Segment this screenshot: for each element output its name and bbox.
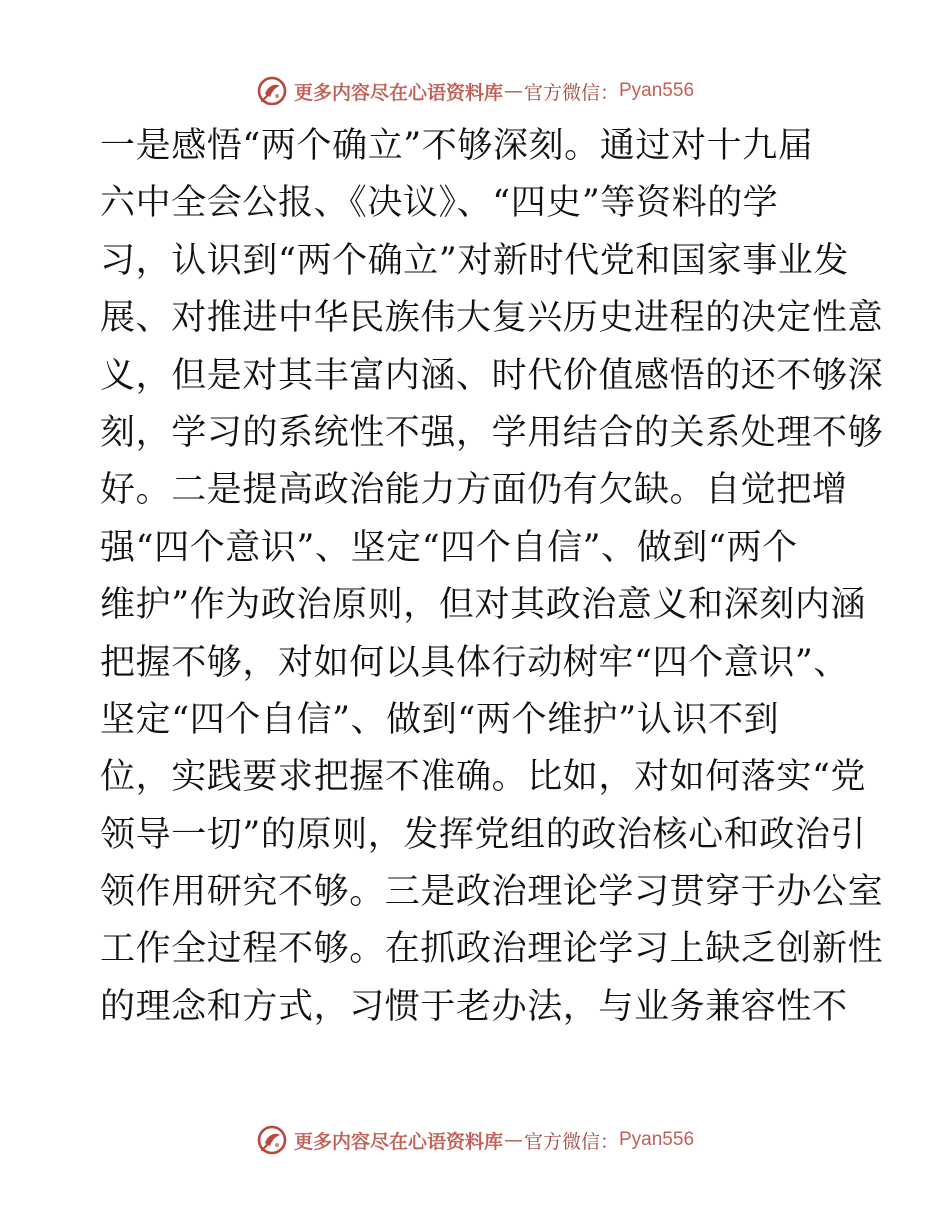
banner-main-text: 更多内容尽在心语资料库 bbox=[293, 1130, 503, 1153]
brand-logo-icon bbox=[256, 1124, 288, 1156]
footer-banner bbox=[0, 1120, 950, 1160]
text-line: 工作全过程不够。在抓政治理论学习上缺乏创新性 bbox=[100, 929, 884, 970]
text-line: 维护”作为政治原则，但对其政治意义和深刻内涵 bbox=[100, 585, 867, 626]
document-body bbox=[100, 118, 884, 1036]
text-line: 六中全会公报、《决议》、“四史”等资料的学 bbox=[100, 183, 779, 224]
banner-wechat-id: Pyan556 bbox=[619, 80, 695, 101]
brand-logo-icon bbox=[256, 75, 288, 107]
header-banner bbox=[0, 71, 950, 111]
text-line: 位，实践要求把握不准确。比如，对如何落实“党 bbox=[100, 757, 867, 798]
banner-main-text: 更多内容尽在心语资料库 bbox=[293, 81, 503, 104]
banner-official-label: 官方微信： bbox=[523, 81, 619, 104]
text-line: 刻，学习的系统性不强，学用结合的关系处理不够 bbox=[100, 412, 884, 453]
text-line: 领作用研究不够。三是政治理论学习贯穿于办公室 bbox=[100, 872, 884, 913]
text-line: 义，但是对其丰富内涵、时代价值感悟的还不够深 bbox=[100, 355, 884, 396]
text-line: 好。二是提高政治能力方面仍有欠缺。自觉把增 bbox=[100, 470, 848, 511]
text-line: 的理念和方式，习惯于老办法，与业务兼容性不 bbox=[100, 986, 848, 1027]
text-line: 强“四个意识”、坚定“四个自信”、做到“两个 bbox=[100, 527, 798, 568]
text-line: 习，认识到“两个确立”对新时代党和国家事业发 bbox=[100, 240, 849, 281]
banner-official-label: 官方微信： bbox=[523, 1130, 619, 1153]
text-line: 坚定“四个自信”、做到“两个维护”认识不到 bbox=[100, 699, 780, 740]
text-line: 把握不够，对如何以具体行动树牢“四个意识”、 bbox=[100, 642, 849, 683]
text-line: 一是感悟“两个确立”不够深刻。通过对十九届 bbox=[100, 126, 814, 166]
text-line: 领导一切”的原则，发挥党组的政治核心和政治引 bbox=[100, 814, 867, 855]
text-line: 展、对推进中华民族伟大复兴历史进程的决定性意 bbox=[100, 298, 884, 339]
banner-wechat-id: Pyan556 bbox=[619, 1129, 695, 1150]
banner-dash: — bbox=[503, 1129, 523, 1151]
banner-dash: — bbox=[503, 80, 523, 102]
